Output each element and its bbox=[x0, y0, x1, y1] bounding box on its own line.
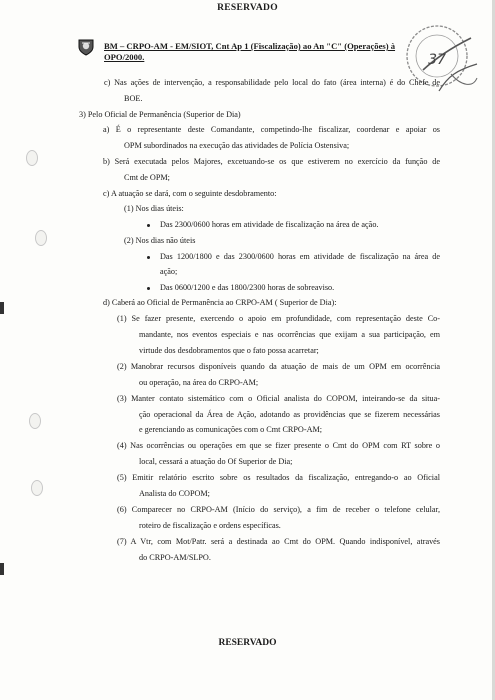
item-d4-line1: (4) Nas ocorrências ou operações em que se fizer presente o Cmt do OPM com RT sobre o bbox=[117, 441, 440, 450]
item-d6-line2: roteiro de fiscalização e ordens específicas. bbox=[139, 521, 281, 530]
subitem-2-bullet-1-line2: ação; bbox=[160, 267, 178, 276]
item-d6-line1: (6) Comparecer no CRPO-AM (Início do serviço), a fim de receber o telefone celular, bbox=[117, 505, 440, 514]
scan-mark bbox=[0, 302, 4, 314]
subitem-1-bullet-1: Das 2300/0600 horas em atividade de fiscalização na área de ação. bbox=[160, 220, 379, 229]
item-d1-line1: (1) Se fazer presente, exercendo o apoio em profundidade, com representação deste Co- bbox=[117, 314, 440, 323]
item-d1-line3: virtude dos desdobramentos que o fato possa acarretar; bbox=[139, 346, 319, 355]
item-d3-line1: (3) Manter contato sistemático com o Oficial analista do COPOM, inteirando-se da situa- bbox=[117, 394, 440, 403]
bullet-icon bbox=[147, 287, 150, 290]
item-c-line1: c) Nas ações de intervenção, a responsabilidade pelo local do fato (área interna) é do Chefe de bbox=[104, 78, 440, 87]
bullet-icon bbox=[147, 224, 150, 227]
subitem-1: (1) Nos dias úteis: bbox=[124, 204, 184, 213]
footer-classification: RESERVADO bbox=[218, 638, 277, 648]
item-d7-line2: do CRPO-AM/SLPO. bbox=[139, 553, 211, 562]
item-c-line2: BOE. bbox=[124, 94, 143, 103]
subitem-2: (2) Nos dias não úteis bbox=[124, 236, 196, 245]
page-number: 37 bbox=[428, 52, 446, 68]
item-d5-line2: Analista do COPOM; bbox=[139, 489, 210, 498]
crest-icon bbox=[76, 37, 96, 57]
item-d1-line2: mandante, nos eventos especiais e nas ocorrências que exijam a sua participação, em bbox=[139, 330, 440, 339]
item-d5-line1: (5) Emitir relatório escrito sobre os resultados da fiscalização, entregando-o ao Oficial bbox=[117, 473, 440, 482]
bullet-icon bbox=[147, 256, 150, 259]
item-d2-line1: (2) Manobrar recursos disponíveis quando da atuação de mais de um OPM em ocorrência bbox=[117, 362, 440, 371]
official-stamp-icon bbox=[393, 16, 481, 102]
header-reference-line1: BM – CRPO-AM - EM/SIOT, Cnt Ap 1 (Fiscalização) ao An "C" (Operações) à bbox=[104, 41, 396, 51]
binder-hole bbox=[29, 413, 41, 429]
item-a-line2: OPM subordinados na execução das atividades de Polícia Ostensiva; bbox=[124, 141, 350, 150]
item-b-line1: b) Será executada pelos Majores, excetuando-se os que estiverem no exercício da função de bbox=[103, 157, 440, 166]
item-d3-line3: e gerenciando as comunicações com o Cmt CRPO-AM; bbox=[139, 425, 323, 434]
item-d4-line2: local, cessará a atuação do Of Superior de Dia; bbox=[139, 457, 293, 466]
scan-mark bbox=[0, 563, 4, 575]
subitem-2-bullet-1-line1: Das 1200/1800 e das 2300/0600 horas em atividade de fiscalização na área de bbox=[160, 252, 440, 261]
item-d-line: d) Caberá ao Oficial de Permanência ao CRPO-AM ( Superior de Dia): bbox=[103, 298, 337, 307]
item-d3-line2: ção operacional da Área de Ação, adotando as providências que se fizerem necessárias bbox=[139, 410, 440, 419]
header-classification: RESERVADO bbox=[217, 3, 278, 13]
item-3-heading: 3) Pelo Oficial de Permanência (Superior de Dia) bbox=[79, 110, 241, 119]
item-b-line2: Cmt de OPM; bbox=[124, 173, 170, 182]
binder-hole bbox=[31, 480, 43, 496]
item-d7-line1: (7) A Vtr, com Mot/Patr. será a destinada ao Cmt do OPM. Quando indisponível, através bbox=[117, 537, 440, 546]
header-reference-line2: OPO/2000. bbox=[104, 52, 145, 62]
item-c2-line: c) A atuação se dará, com o seguinte desdobramento: bbox=[103, 189, 277, 198]
item-a-line1: a) É o representante deste Comandante, competindo-lhe fiscalizar, coordenar e apoiar os bbox=[103, 125, 440, 134]
binder-hole bbox=[26, 150, 38, 166]
binder-hole bbox=[35, 230, 47, 246]
item-d2-line2: ou operação, na área do CRPO-AM; bbox=[139, 378, 259, 387]
subitem-2-bullet-2: Das 0600/1200 e das 1800/2300 horas de sobreaviso. bbox=[160, 283, 335, 292]
